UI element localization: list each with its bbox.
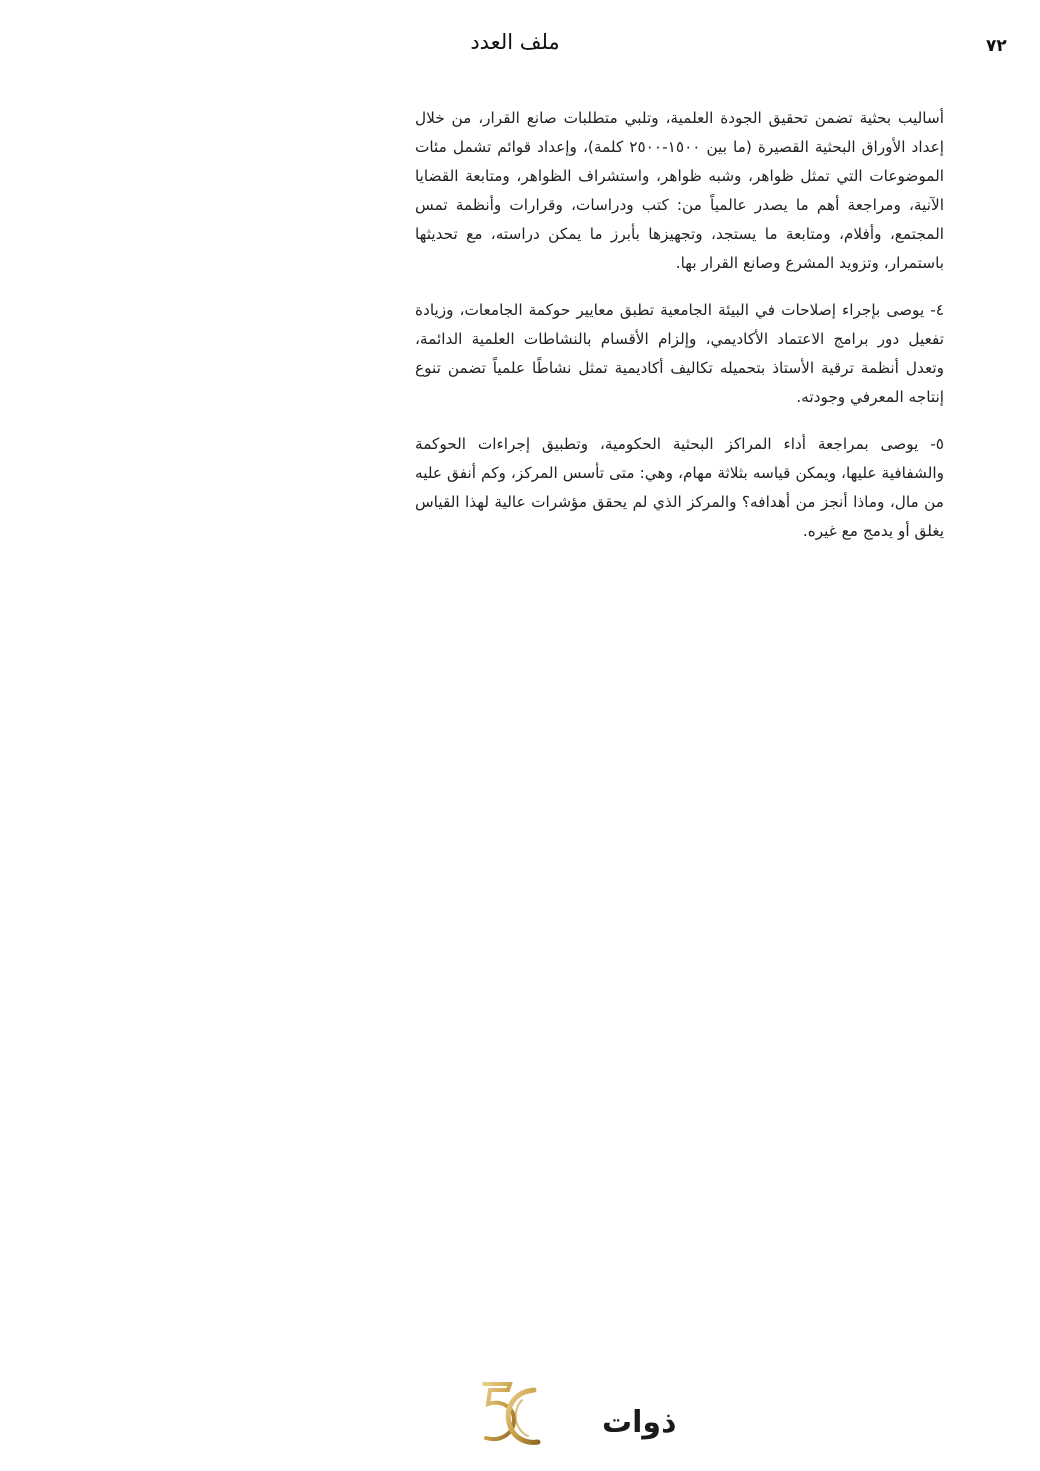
magazine-logo	[470, 1380, 677, 1450]
article-paragraph: ٥- يوصى بمراجعة أداء المراكز البحثية الحكومية، وتطبيق إجراءات الحوكمة والشفافية عليها، ويمكن قياسه بثلاثة مهام، وهي: متى تأسس المركز، وكم أنفق عليه من مال، وماذا أنجز من أهدافه؟ والمركز الذي لم يحقق مؤشرات عالية لهذا القياس يغلق أو يدمج مع غيره.	[415, 435, 944, 540]
section-title: ملف العدد	[470, 30, 560, 54]
article-paragraph: ٤- يوصى بإجراء إصلاحات في البيئة الجامعية تطبق معايير حوكمة الجامعات، وزيادة تفعيل دور برامج الاعتماد الأكاديمي، وإلزام الأقسام بالنشاطات العلمية الدائمة، وتعدل أنظمة ترقية الأستاذ بتحميله تكاليف أكاديمية تمثل نشاطًا علمياً تضمن تنوع إنتاجه المعرفي وجودته.	[415, 301, 944, 406]
article-paragraph: أساليب بحثية تضمن تحقيق الجودة العلمية، وتلبي متطلبات صانع القرار، من خلال إعداد الأوراق البحثية القصيرة (ما بين ١٥٠٠-٢٥٠٠ كلمة)، وإعداد قوائم تشمل مئات الموضوعات التي تمثل ظواهر، وشبه ظواهر، واستشراف الظواهر، ومتابعة القضايا الآنية، ومراجعة أهم ما يصدر عالمياً من: كتب ودراسات، وقرارات وأنظمة تمس المجتمع، وأفلام، ومتابعة ما يستجد، وتجهيزها بأبرز ما يمكن دراسته، مع تحديثها باستمرار، وتزويد المشرع وصانع القرار بها.	[415, 109, 945, 272]
logo-50-anniversary-icon	[470, 1380, 677, 1450]
article-body	[415, 104, 944, 564]
page-number: ٧٢	[986, 36, 1007, 56]
logo-wordmark: ذوات	[602, 1405, 677, 1440]
